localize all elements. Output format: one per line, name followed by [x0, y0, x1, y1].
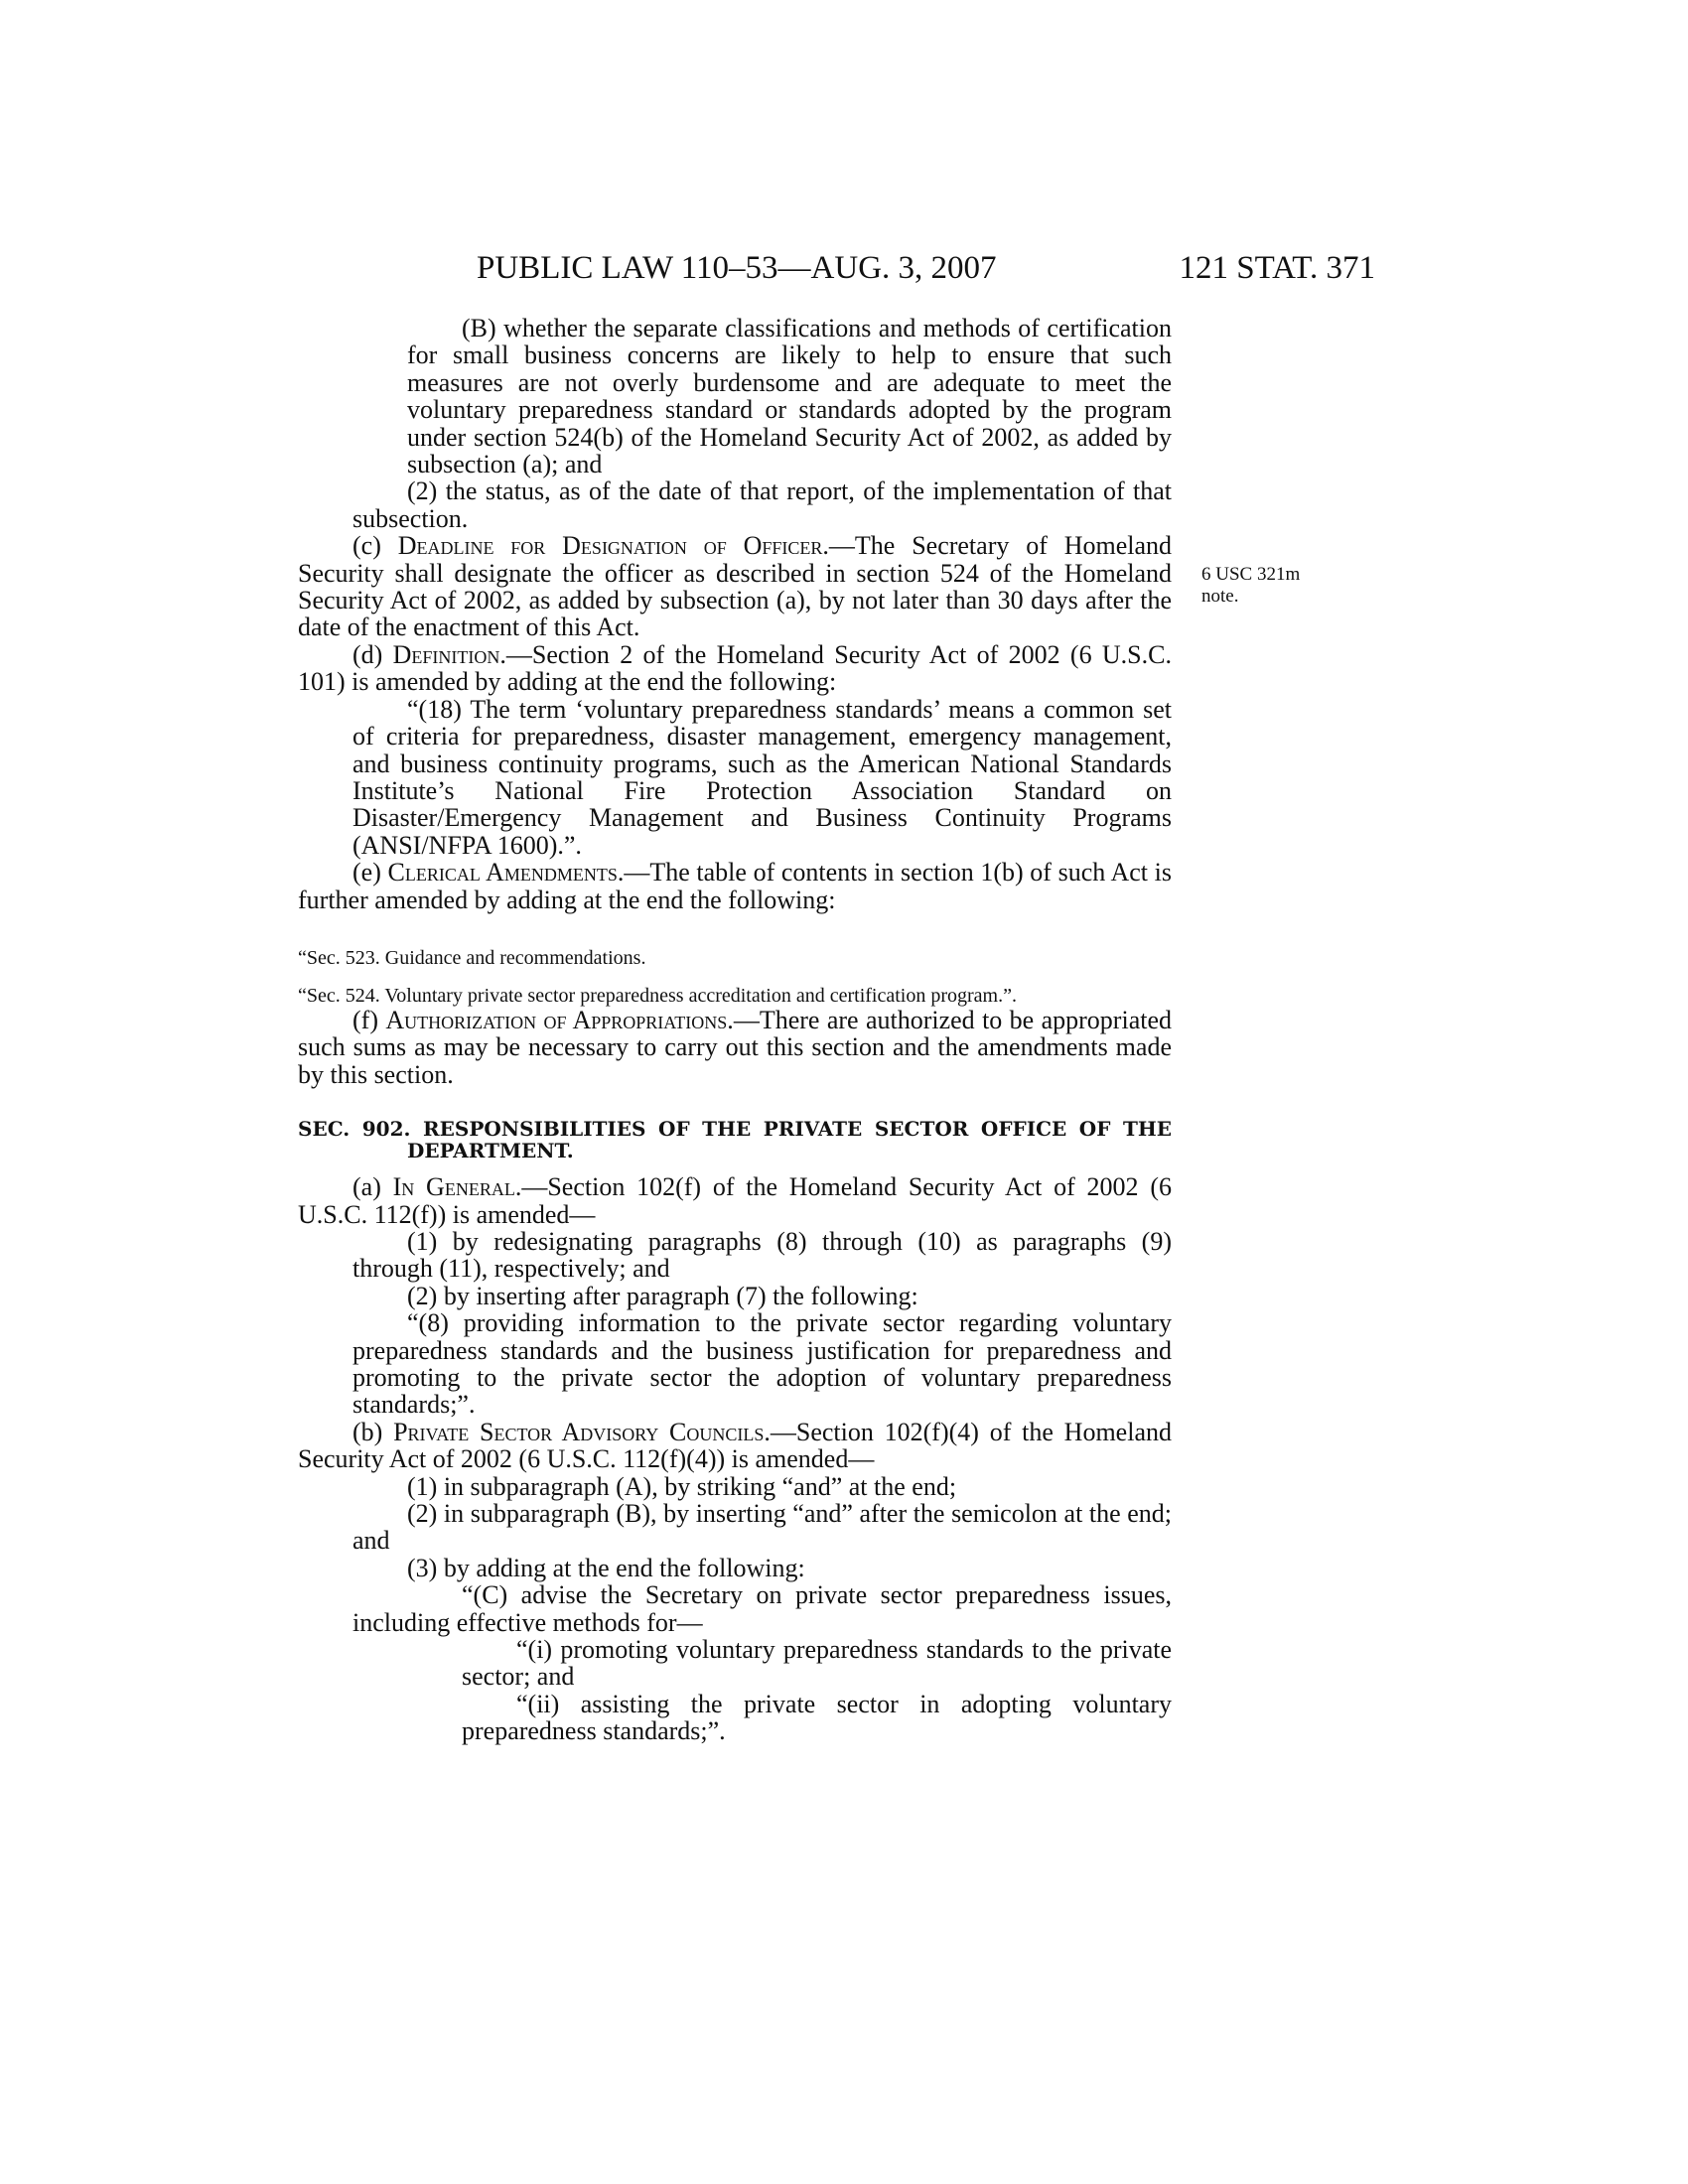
header-title: PUBLIC LAW 110–53—AUG. 3, 2007: [477, 250, 997, 286]
subsection-f-heading: Authorization of Appropriations.: [385, 1005, 734, 1034]
paragraph-b1: (1) in subparagraph (A), by striking “and” at the end;: [407, 1471, 957, 1501]
inserted-paragraph-8: “(8) providing information to the private sector regarding voluntary preparedness standards and the business justification for preparedness and promoting to the private sector the adoption of voluntary preparedness standards;”.: [352, 1308, 1172, 1420]
subsection-e-text: —The table of contents in section 1(b) of such Act is further amended by adding at the end the following:: [298, 858, 1173, 914]
subsection-d-label: (d): [352, 639, 393, 669]
section-heading-902: SEC. 902. RESPONSIBILITIES OF THE PRIVATE SECTOR OFFICE OF THE DEPARTMENT.: [298, 1117, 1172, 1163]
subsection-f-label: (f): [352, 1005, 386, 1034]
subsection-a-label: (a): [352, 1172, 393, 1202]
paragraph-2: (2) the status, as of the date of that report, of the implementation of that subsection.: [352, 477, 1172, 533]
subsection-e-heading: Clerical Amendments.: [387, 858, 625, 887]
clause-i: “(i) promoting voluntary preparedness standards to the private sector; and: [462, 1635, 1172, 1692]
table-of-contents-insert: [298, 947, 1172, 1007]
clause-ii: “(ii) assisting the private sector in adopting voluntary preparedness standards;”.: [462, 1689, 1172, 1746]
subsection-b-label: (b): [352, 1417, 394, 1446]
subsection-a-text: —Section 102(f) of the Homeland Security Act of 2002 (6 U.S.C. 112(f)) is amended—: [298, 1172, 1172, 1229]
inserted-subparagraph-C: “(C) advise the Secretary on private sector preparedness issues, including effective methods for—: [352, 1580, 1172, 1637]
subsection-d-heading: Definition.: [392, 639, 506, 669]
subsection-d: [298, 641, 1172, 696]
subsection-b-text: —Section 102(f)(4) of the Homeland Security Act of 2002 (6 U.S.C. 112(f)(4)) is amended—: [298, 1417, 1172, 1474]
subsection-b-heading: Private Sector Advisory Councils.: [393, 1417, 771, 1446]
subsection-c-heading: Deadline for Designation of Officer.: [397, 531, 829, 561]
paragraph-a2: (2) by inserting after paragraph (7) the following:: [407, 1281, 918, 1310]
margin-note-line1: 6 USC 321m: [1201, 564, 1301, 585]
margin-note-line2: note.: [1201, 586, 1239, 607]
paragraph-a1: (1) by redesignating paragraphs (8) through (10) as paragraphs (9) through (11), respectively; and: [352, 1226, 1172, 1284]
subsection-c-label: (c): [352, 531, 398, 561]
subsection-a-heading: In General.: [392, 1172, 522, 1202]
subsection-d-text: —Section 2 of the Homeland Security Act of 2002 (6 U.S.C. 101) is amended by adding at the end the following:: [298, 639, 1172, 697]
paragraph-b3: (3) by adding at the end the following:: [407, 1553, 805, 1582]
subsection-e-label: (e): [352, 858, 388, 887]
text-column: [298, 315, 1172, 1745]
subsection-b: [298, 1419, 1172, 1473]
subsection-c: [298, 532, 1172, 641]
header-page-ref: 121 STAT. 371: [1179, 250, 1375, 286]
definition-quote: “(18) The term ‘voluntary preparedness standards’ means a common set of criteria for preparedness, disaster management, emergency management, and business continuity programs, such as the American National Standards Institute’s National Fire Protection Association Standard on Disaster/Emergency Management and Business Continuity Programs (ANSI/NFPA 1600).”.: [352, 694, 1172, 860]
subsection-e: [298, 859, 1172, 913]
subsection-c-text: —The Secretary of Homeland Security shall designate the officer as described in section 524 of the Homeland Security Act of 2002, as added by subsection (a), by not later than 30 days after the date of the enactment of this Act.: [298, 531, 1172, 642]
margin-note: [1201, 564, 1350, 608]
paragraph-B: (B) whether the separate classifications and methods of certification for small business concerns are likely to help to ensure that such measures are not overly burdensome and are adequate to meet the voluntary preparedness standard or standards adopted by the program under section 524(b) of the Homeland Security Act of 2002, as added by subsection (a); and: [407, 314, 1172, 479]
toc-entry-523: “Sec. 523. Guidance and recommendations.: [298, 946, 646, 969]
subsection-f-text: —There are authorized to be appropriated such sums as may be necessary to carry out this section and the amendments made by this section.: [298, 1005, 1172, 1089]
subsection-f: [298, 1007, 1172, 1088]
toc-entry-524: “Sec. 524. Voluntary private sector preparedness accreditation and certification program.”.: [298, 984, 1017, 1007]
paragraph-b2: (2) in subparagraph (B), by inserting “and” after the semicolon at the end; and: [352, 1499, 1172, 1556]
page-header: [298, 248, 1375, 288]
subsection-a: [298, 1173, 1172, 1228]
